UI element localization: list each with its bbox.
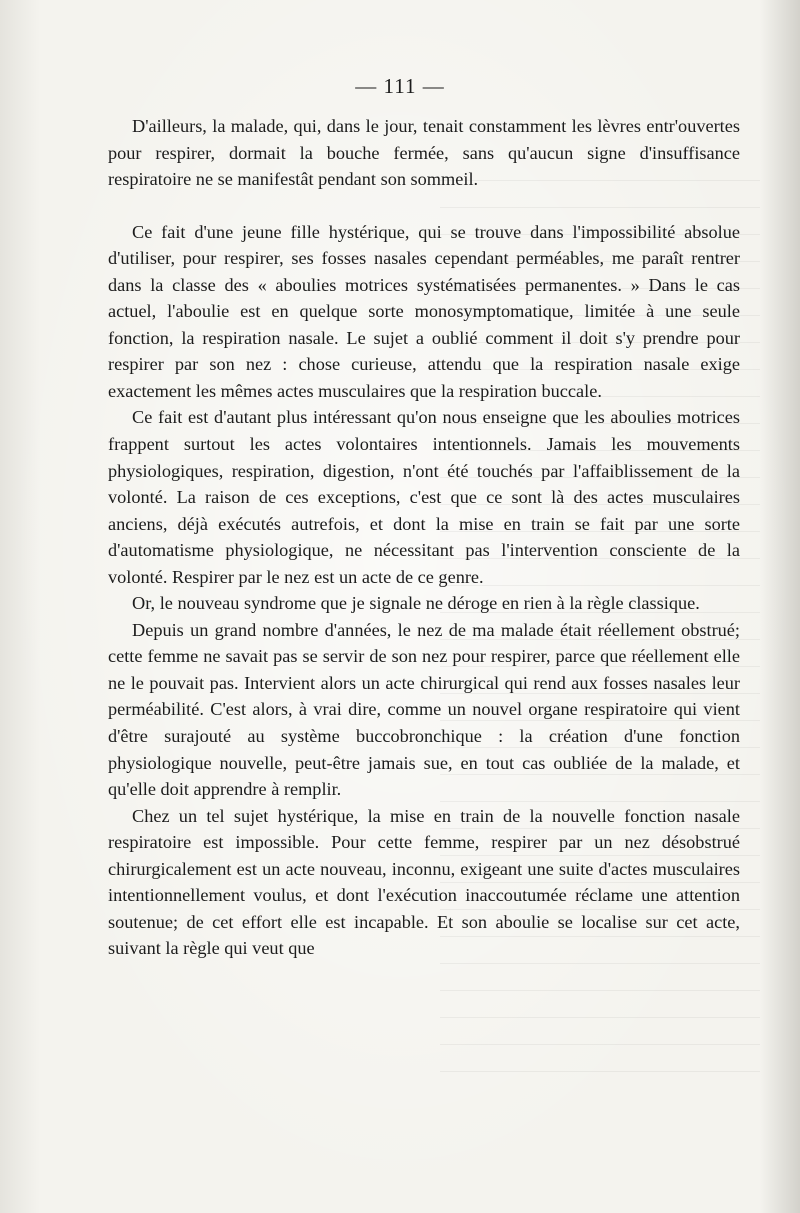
paragraph-1: D'ailleurs, la malade, qui, dans le jour, tenait constamment les lèvres entr'ouvertes pour respirer, dormait la bouche fermée, sans qu'aucun signe d'insuffisance respiratoire ne se manifestât pendant son sommeil. xyxy=(108,116,740,190)
paragraph-5: Depuis un grand nombre d'années, le nez de ma malade était réellement obstrué; cette femme ne savait pas se servir de son nez pour respirer, parce que réellement elle ne le pouvait pas. Intervient alors un acte chirurgical qui rend aux fosses nasales leur perméabilité. C'est alors, à vrai dire, comme un nouvel organe respiratoire qui vient d'être surajouté au système buccobronchique : la création d'une fonction physiologique nouvelle, peut-être jamais sue, en tout cas oubliée de la malade, et qu'elle doit apprendre à remplir. xyxy=(108,619,740,800)
paragraph-4: Or, le nouveau syndrome que je signale ne déroge en rien à la règle classique. xyxy=(132,593,700,614)
body-text xyxy=(108,113,740,962)
paragraph-6: Chez un tel sujet hystérique, la mise en train de la nouvelle fonction nasale respiratoire est impossible. Pour cette femme, respirer par un nez désobstrué chirurgicalement est un acte nouveau, inconnu, exigeant une suite d'actes musculaires intentionnellement voulus, et dont l'exécution inaccoutumée réclame une attention soutenue; de cet effort elle est incapable. Et son aboulie se localise sur cet acte, suivant la règle qui veut que xyxy=(108,805,740,959)
paragraph-3: Ce fait est d'autant plus intéressant qu'on nous enseigne que les aboulies motrices frappent surtout les actes volontaires intentionnels. Jamais les mouvements physiologiques, respiration, digestion, n'ont été touchés par l'affaiblissement de la volonté. La raison de ces exceptions, c'est que ce sont là des actes musculaires anciens, déjà exécutés autrefois, et dont la mise en train se fait par une sorte d'automatisme physiologique, ne nécessitant pas l'intervention consciente de la volonté. Respirer par le nez est un acte de ce genre. xyxy=(108,407,740,587)
page-number: — 111 — xyxy=(355,74,445,98)
paragraph-2: Ce fait d'une jeune fille hystérique, qui se trouve dans l'impossibilité absolue d'utiliser, pour respirer, ses fosses nasales cependant perméables, me paraît rentrer dans la classe des « aboulies motrices systématisées permanentes. » Dans le cas actuel, l'aboulie est en quelque sorte monosymptomatique, limitée à une seule fonction, la respiration nasale. Le sujet a oublié comment il doit s'y prendre pour respirer par son nez : chose curieuse, attendu que la respiration nasale exige exactement les mêmes actes musculaires que la respiration buccale. xyxy=(108,221,740,401)
